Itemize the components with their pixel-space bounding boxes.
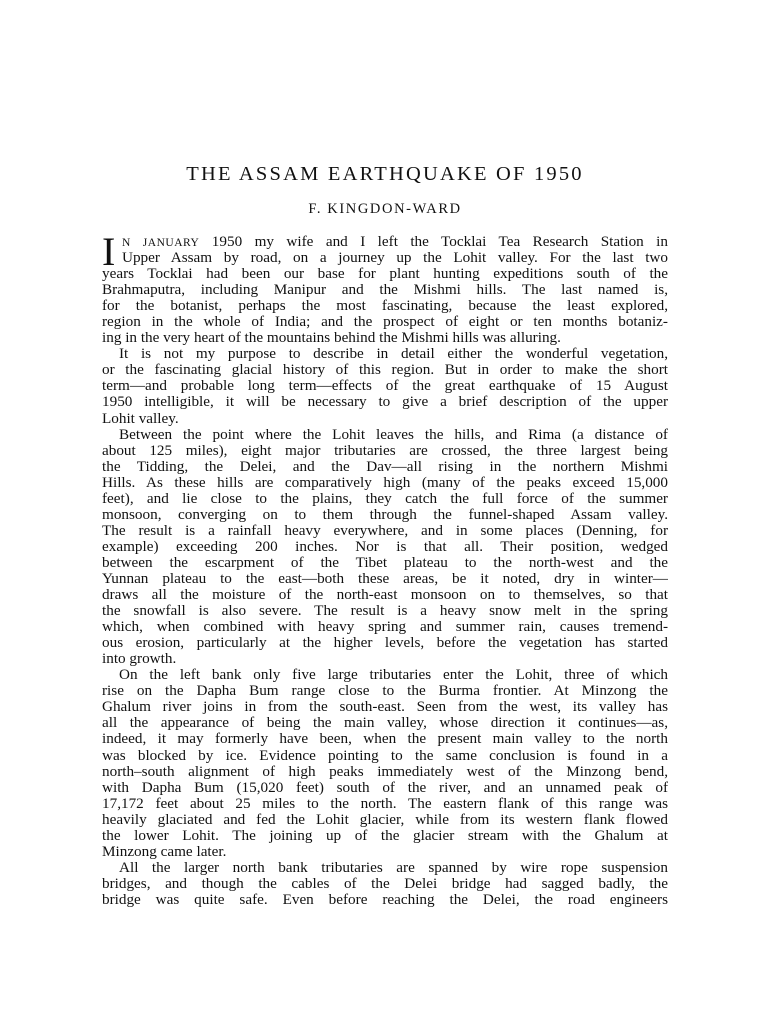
text-line: into growth. <box>102 651 177 668</box>
text-line: all the appearance of being the main valley, whose direction it continues—as, <box>102 715 668 732</box>
text-line: It is not my purpose to describe in detail either the wonderful vegetation, <box>119 346 668 363</box>
text-line: 17,172 feet about 25 miles to the north. The eastern flank of this range was <box>102 795 668 812</box>
text-line: Brahmaputra, including Manipur and the Mishmi hills. The last named is, <box>102 282 668 299</box>
text-line: Upper Assam by road, on a journey up the Lohit valley. For the last two <box>122 250 668 267</box>
text-line: Lohit valley. <box>102 410 179 427</box>
text-line <box>102 234 668 250</box>
text-line: north–south alignment of high peaks immediately west of the Minzong bend, <box>102 763 668 780</box>
article-author: F. KINGDON-WARD <box>308 201 462 217</box>
text-line: indeed, it may formerly have been, when the present main valley to the north <box>102 731 668 748</box>
first-line-text: 1950 my wife and I left the Tocklai Tea Research Station in <box>199 234 668 250</box>
text-line: which, when combined with heavy spring and summer rain, causes tremend- <box>102 619 668 636</box>
text-line: region in the whole of India; and the prospect of eight or ten months botaniz- <box>102 314 668 331</box>
text-line: All the larger north bank tributaries are spanned by wire rope suspension <box>119 859 668 876</box>
small-caps-opening: N JANUARY <box>122 237 200 249</box>
text-line: draws all the moisture of the north-east monsoon on to themselves, so that <box>102 587 668 604</box>
text-line: bridges, and though the cables of the Delei bridge had sagged badly, the <box>102 875 668 892</box>
drop-cap: I <box>102 229 116 274</box>
text-line: ous erosion, particularly at the higher levels, before the vegetation has started <box>102 635 668 652</box>
text-line: the snowfall is also severe. The result is a heavy snow melt in the spring <box>102 603 668 620</box>
text-line: 1950 intelligible, it will be necessary to give a brief description of the upper <box>102 394 668 411</box>
text-line: Between the point where the Lohit leaves the hills, and Rima (a distance of <box>119 426 668 443</box>
text-line: about 125 miles), eight major tributaries are crossed, the three largest being <box>102 442 668 459</box>
text-line: the lower Lohit. The joining up of the glacier stream with the Ghalum at <box>102 827 668 844</box>
text-line: between the escarpment of the Tibet plateau to the north-west and the <box>102 554 668 571</box>
article-title: THE ASSAM EARTHQUAKE OF 1950 <box>186 163 584 185</box>
text-line: monsoon, converging on to them through the funnel-shaped Assam valley. <box>102 506 668 523</box>
text-line: years Tocklai had been our base for plant hunting expeditions south of the <box>102 266 668 283</box>
text-line: with Dapha Bum (15,020 feet) south of the river, and an unnamed peak of <box>102 779 668 796</box>
text-line: the Tidding, the Delei, and the Dav—all rising in the northern Mishmi <box>102 458 668 475</box>
text-line: term—and probable long term—effects of the great earthquake of 15 August <box>102 378 668 395</box>
text-line: heavily glaciated and fed the Lohit glacier, while from its western flank flowed <box>102 811 668 828</box>
text-line: ing in the very heart of the mountains behind the Mishmi hills was alluring. <box>102 330 561 347</box>
text-line: Minzong came later. <box>102 843 227 860</box>
text-line: for the botanist, perhaps the most fascinating, because the least explored, <box>102 298 668 315</box>
text-line: feet), and lie close to the plains, they catch the full force of the summer <box>102 490 668 507</box>
text-line: or the fascinating glacial history of this region. But in order to make the short <box>102 362 668 379</box>
text-line: rise on the Dapha Bum range close to the Burma frontier. At Minzong the <box>102 683 668 700</box>
text-line: was blocked by ice. Evidence pointing to the same conclusion is found in a <box>102 747 668 764</box>
text-line: example) exceeding 200 inches. Nor is that all. Their position, wedged <box>102 538 668 555</box>
text-line: Hills. As these hills are comparatively high (many of the peaks exceed 15,000 <box>102 474 668 491</box>
text-line: The result is a rainfall heavy everywhere, and in some places (Denning, for <box>102 522 668 539</box>
text-line: Yunnan plateau to the east—both these areas, be it noted, dry in winter— <box>102 570 668 587</box>
text-line: bridge was quite safe. Even before reaching the Delei, the road engineers <box>102 891 668 908</box>
text-line: On the left bank only five large tributaries enter the Lohit, three of which <box>119 667 668 684</box>
text-line: Ghalum river joins in from the south-east. Seen from the west, its valley has <box>102 699 668 716</box>
article-body <box>102 229 668 908</box>
